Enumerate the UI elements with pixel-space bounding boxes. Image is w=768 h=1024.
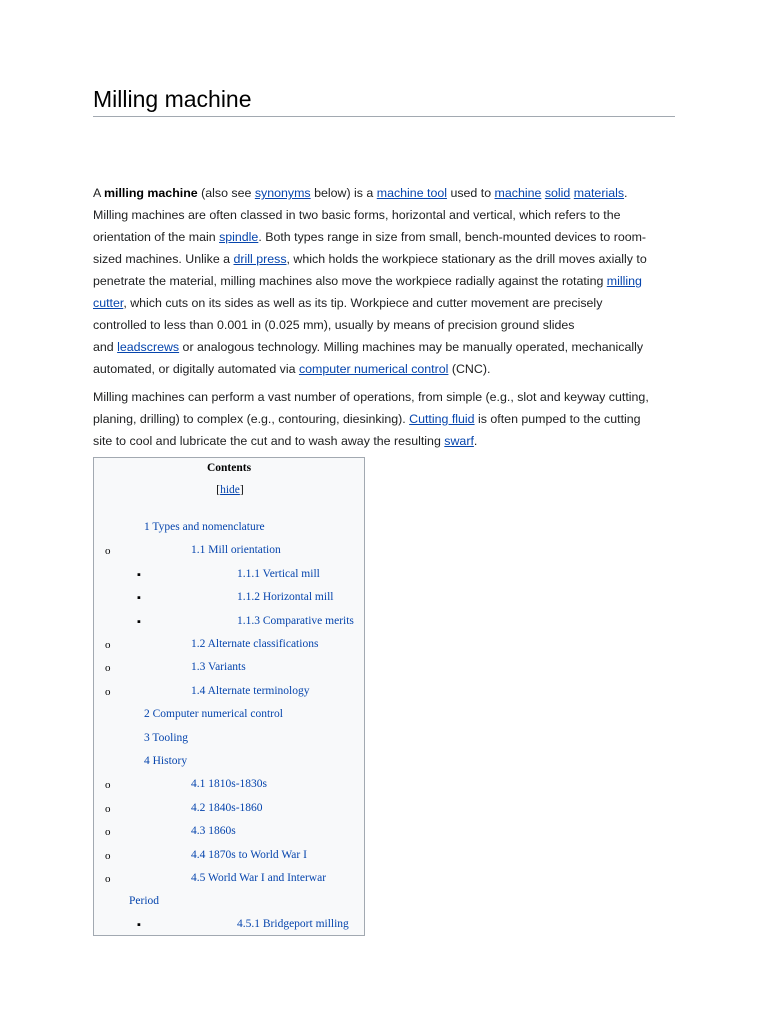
toc-item[interactable]: 1.1.3 Comparative merits: [237, 614, 354, 627]
link-materials[interactable]: materials: [573, 186, 625, 200]
toc-bullet-circle: o: [105, 662, 111, 675]
text: (CNC).: [448, 362, 491, 376]
link-cnc[interactable]: computer numerical control: [298, 362, 449, 376]
toc-bullet-circle: o: [105, 826, 111, 839]
operations-paragraph: [93, 386, 673, 452]
intro-line-2: Milling machines are often classed in two basic forms, horizontal and vertical, which refers to the: [93, 208, 621, 222]
toc-bullet-circle: o: [105, 639, 111, 651]
text: , which holds the workpiece stationary as the drill moves axially to: [286, 252, 647, 266]
link-milling-cutter[interactable]: milling: [606, 274, 642, 288]
text: and: [93, 340, 118, 354]
text: (also see: [197, 186, 255, 200]
text: , which cuts on its sides as well as its tip. Workpiece and cutter movement are precisely: [123, 296, 603, 310]
toc-item[interactable]: 4.2 1840s-1860: [191, 801, 263, 814]
intro-line-1: [93, 182, 673, 204]
toc-bullet-circle: o: [105, 873, 111, 885]
intro-line-9: [93, 358, 673, 380]
intro-line-4: [93, 248, 673, 270]
intro-line-8: [93, 336, 673, 358]
link-cutting-fluid[interactable]: Cutting fluid: [409, 412, 475, 426]
toc-bullet-circle: o: [105, 685, 111, 698]
link-solid[interactable]: solid: [544, 186, 571, 200]
link-swarf[interactable]: swarf: [444, 434, 474, 448]
toc-bullet-circle: o: [105, 802, 111, 815]
text: automated, or digitally automated via: [93, 362, 299, 376]
ops-line-1: Milling machines can perform a vast number of operations, from simple (e.g., slot and keyway cutting,: [93, 390, 649, 404]
toc-item-continuation[interactable]: Period: [129, 895, 160, 907]
intro-line-3: [93, 226, 673, 248]
toc-bullet-square: ▪: [137, 919, 141, 932]
toc-item[interactable]: 4.1 1810s-1830s: [191, 778, 268, 791]
toc-bullet-square: ▪: [137, 592, 141, 605]
text: or analogous technology. Milling machines may be manually operated, mechanically: [179, 340, 644, 354]
link-milling-cutter-cont[interactable]: cutter: [93, 296, 124, 310]
intro-line-5: [93, 270, 673, 292]
link-machine-tool[interactable]: machine tool: [376, 186, 448, 200]
link-leadscrews[interactable]: leadscrews: [117, 340, 180, 354]
toc-bullet-square: ▪: [137, 615, 141, 628]
toc-item[interactable]: 4.4 1870s to World War I: [191, 848, 307, 861]
toc-title: Contents: [206, 462, 252, 474]
link-machine[interactable]: machine: [494, 186, 542, 200]
intro-line-6: [93, 292, 673, 314]
toc-item[interactable]: 4.3 1860s: [191, 825, 236, 838]
toc-bullet-square: ▪: [137, 568, 141, 581]
text: planing, drilling) to complex (e.g., contouring, diesinking).: [93, 412, 410, 426]
toc-item[interactable]: 1.4 Alternate terminology: [191, 684, 310, 697]
text: used to: [447, 186, 495, 200]
link-drill-press[interactable]: drill press: [233, 252, 287, 266]
table-of-contents: [93, 457, 365, 936]
toc-hide-link[interactable]: hide: [220, 484, 240, 496]
intro-line-7: controlled to less than 0.001 in (0.025 mm), usually by means of precision ground slides: [93, 318, 575, 332]
text: A: [93, 186, 105, 200]
toc-item[interactable]: 3 Tooling: [144, 731, 189, 744]
intro-paragraph: [93, 182, 673, 380]
toc-item[interactable]: 1.1.2 Horizontal mill: [237, 591, 334, 604]
text: below) is a: [310, 186, 377, 200]
toc-bullet-circle: o: [105, 849, 111, 862]
toc-hide-control: [94, 484, 365, 496]
page-title: Milling machine: [93, 86, 675, 117]
text: .: [473, 434, 478, 448]
bracket: [: [216, 484, 221, 496]
text: site to cool and lubricate the cut and to wash away the resulting: [93, 434, 445, 448]
link-synonyms[interactable]: synonyms: [254, 186, 311, 200]
toc-item[interactable]: 4.5.1 Bridgeport milling: [237, 918, 349, 931]
term-bold: milling machine: [104, 186, 198, 200]
toc-bullet-circle: o: [105, 779, 111, 792]
text: . Both types range in size from small, bench-mounted devices to room-: [258, 230, 647, 244]
toc-bullet-circle: o: [105, 545, 111, 558]
ops-line-3: [93, 430, 673, 452]
toc-item[interactable]: 4.5 World War I and Interwar: [191, 872, 327, 884]
toc-item[interactable]: 1.1.1 Vertical mill: [237, 567, 320, 580]
toc-item[interactable]: 1.3 Variants: [191, 661, 246, 674]
ops-line-2: [93, 408, 673, 430]
toc-item[interactable]: 1.1 Mill orientation: [191, 544, 281, 557]
toc-item[interactable]: 1 Types and nomenclature: [144, 521, 265, 533]
toc-item[interactable]: 4 History: [144, 755, 188, 767]
text: is often pumped to the cutting: [474, 412, 641, 426]
bracket: ]: [239, 484, 244, 496]
text: orientation of the main: [93, 230, 220, 244]
text: .: [624, 186, 628, 200]
toc-item[interactable]: 1.2 Alternate classifications: [191, 638, 319, 650]
toc-item[interactable]: 2 Computer numerical control: [144, 708, 283, 721]
text: sized machines. Unlike a: [93, 252, 234, 266]
link-spindle[interactable]: spindle: [219, 230, 259, 244]
text: penetrate the material, milling machines also move the workpiece radially against the rotating: [93, 274, 607, 288]
